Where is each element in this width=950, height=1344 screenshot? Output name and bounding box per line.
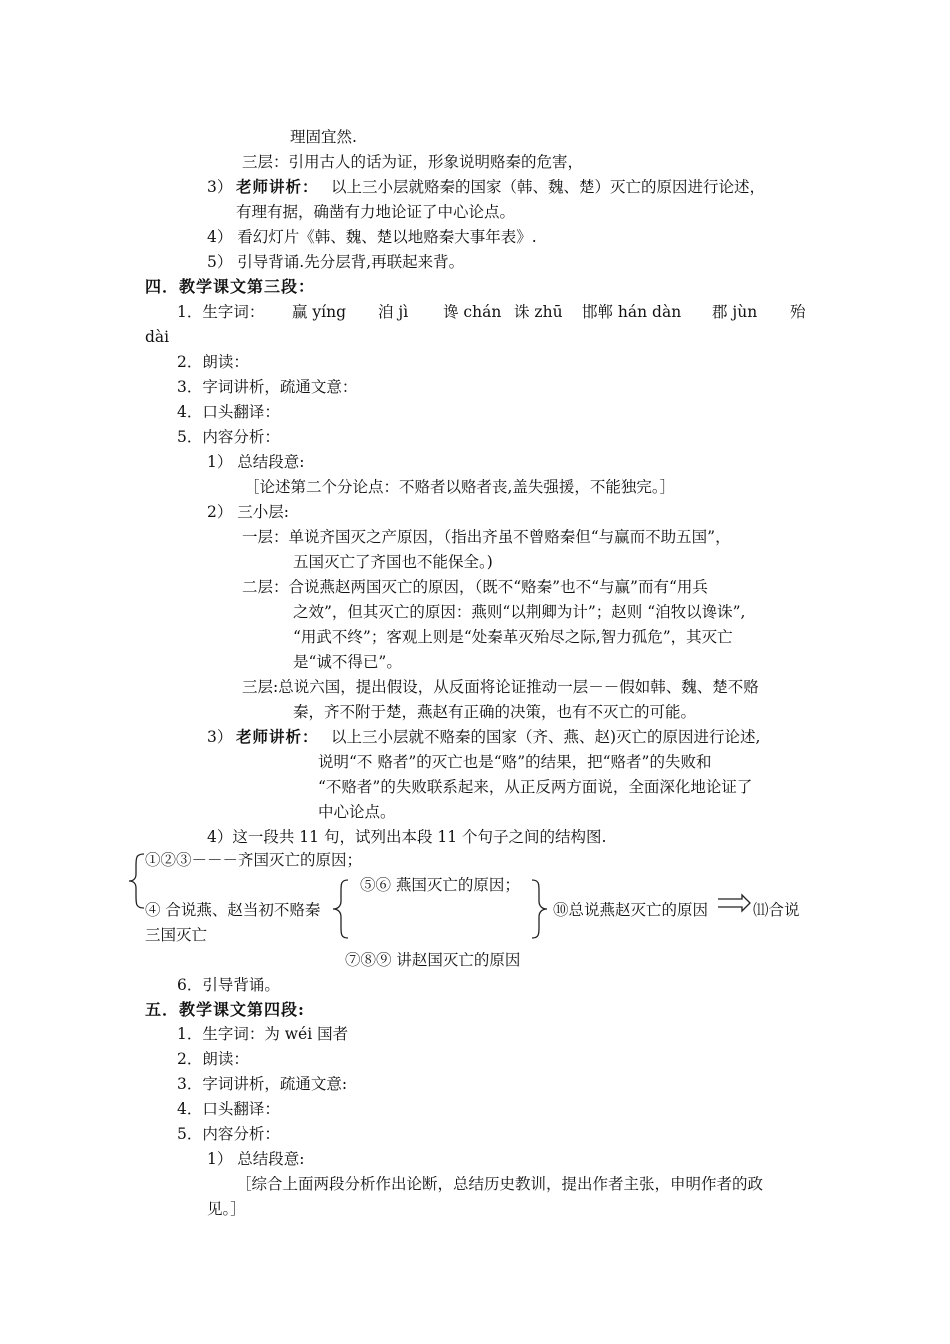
diagram-node: 三国灭亡 bbox=[145, 926, 208, 944]
text-line: 2） 三小层: bbox=[207, 503, 290, 521]
diagram-node: ④ 合说燕、赵当初不赂秦 bbox=[145, 901, 321, 919]
text-line: “不赂者”的失败联系起来，从正反两方面说，全面深化地论证了 bbox=[318, 778, 753, 796]
vocab-item: 谗 chán bbox=[443, 303, 502, 321]
text-line: 以上三小层就不赂秦的国家（齐、燕、赵)灭亡的原因进行论述, bbox=[331, 728, 761, 746]
vocab-item: 邯郸 hán dàn bbox=[582, 303, 682, 321]
text-line: 4） 看幻灯片《韩、魏、楚以地赂秦大事年表》. bbox=[207, 228, 537, 246]
text-line: 1） 总结段意: bbox=[207, 453, 305, 471]
vocab-item: 殆 bbox=[790, 303, 806, 321]
text-line: 1．生字词： bbox=[177, 303, 265, 321]
text-line: 以上三小层就赂秦的国家（韩、魏、楚）灭亡的原因进行论述， bbox=[331, 178, 766, 196]
vocab-item: 诛 zhū bbox=[514, 303, 563, 321]
text-line: 3．字词讲析，疏通文意： bbox=[177, 378, 358, 396]
right-brace-icon bbox=[528, 876, 552, 942]
text-line: 一层：单说齐国灭之产原因，（指出齐虽不曾赂秦但“与赢而不助五国”， bbox=[242, 528, 731, 546]
double-arrow-icon bbox=[716, 893, 752, 913]
text-line: 5．内容分析： bbox=[177, 1125, 280, 1143]
text-line: 6．引导背诵。 bbox=[177, 976, 280, 994]
text-line: 3．字词讲析，疏通文意: bbox=[177, 1075, 348, 1093]
text-line: 之效”，但其灭亡的原因：燕则“以荆卿为计”；赵则 “洎牧以谗诛”, bbox=[293, 603, 746, 621]
text-line: 5） 引导背诵.先分层背,再联起来背。 bbox=[207, 253, 465, 271]
text-line: 有理有据，确凿有力地论证了中心论点。 bbox=[236, 203, 516, 221]
text-line: 见。］ bbox=[207, 1200, 246, 1218]
text-line: 4．口头翻译： bbox=[177, 403, 280, 421]
section-heading: 四．教学课文第三段： bbox=[145, 277, 316, 296]
diagram-node: ⑩总说燕赵灭亡的原因 bbox=[553, 901, 709, 919]
text-line: 二层：合说燕赵两国灭亡的原因，（既不“赂秦”也不“与赢”而有“用兵 bbox=[242, 578, 708, 596]
text-line: 理固宜然. bbox=[290, 128, 357, 146]
text-line: 五国灭亡了齐国也不能保全。) bbox=[293, 553, 493, 571]
text-line: 说明“不 赂者”的灭亡也是“赂”的结果，把“赂者”的失败和 bbox=[318, 753, 712, 771]
vocab-item: 赢 yíng bbox=[292, 303, 347, 321]
vocab-item: 洎 jì bbox=[378, 303, 409, 321]
text-line: 4．口头翻译： bbox=[177, 1100, 280, 1118]
text-line: 是“诚不得已”。 bbox=[293, 653, 402, 671]
text-line: 三层:总说六国，提出假设，从反面将论证推动一层－－假如韩、魏、楚不赂 bbox=[242, 678, 759, 696]
diagram-node: ⑦⑧⑨ 讲赵国灭亡的原因 bbox=[345, 951, 521, 969]
text-line: 三层：引用古人的话为证，形象说明赂秦的危害， bbox=[242, 153, 584, 171]
text-line: ［综合上面两段分析作出论断，总结历史教训，提出作者主张，申明作者的政 bbox=[236, 1175, 764, 1193]
text-line: 中心论点。 bbox=[318, 803, 396, 821]
list-number: 3） bbox=[207, 178, 233, 196]
diagram-node: ⑾合说 bbox=[753, 901, 800, 919]
list-number: 3） bbox=[207, 728, 233, 746]
text-line: 5．内容分析： bbox=[177, 428, 280, 446]
teacher-label: 老师讲析： bbox=[236, 727, 319, 746]
left-brace-icon bbox=[328, 876, 352, 942]
text-line: ［论述第二个分论点：不赂者以赂者丧,盖失强援，不能独完。］ bbox=[244, 478, 676, 496]
diagram-node: ⑤⑥ 燕国灭亡的原因； bbox=[360, 876, 520, 894]
diagram-node: ①②③－－－齐国灭亡的原因； bbox=[145, 851, 363, 869]
text-line: 2．朗读： bbox=[177, 353, 249, 371]
section-heading: 五．教学课文第四段: bbox=[145, 1000, 305, 1019]
text-line: 秦，齐不附于楚，燕赵有正确的决策，也有不灭亡的可能。 bbox=[293, 703, 697, 721]
text-line: 4）这一段共 11 句，试列出本段 11 个句子之间的结构图. bbox=[207, 828, 607, 846]
text-line: 1．生字词：为 wéi 国者 bbox=[177, 1025, 349, 1043]
text-line: dài bbox=[145, 328, 170, 346]
teacher-label: 老师讲析： bbox=[236, 177, 319, 196]
text-line: 2．朗读： bbox=[177, 1050, 249, 1068]
vocab-item: 郡 jùn bbox=[712, 303, 758, 321]
text-line: “用武不终”；客观上则是“处秦革灭殆尽之际,智力孤危”，其灭亡 bbox=[293, 628, 733, 646]
text-line: 1） 总结段意: bbox=[207, 1150, 305, 1168]
